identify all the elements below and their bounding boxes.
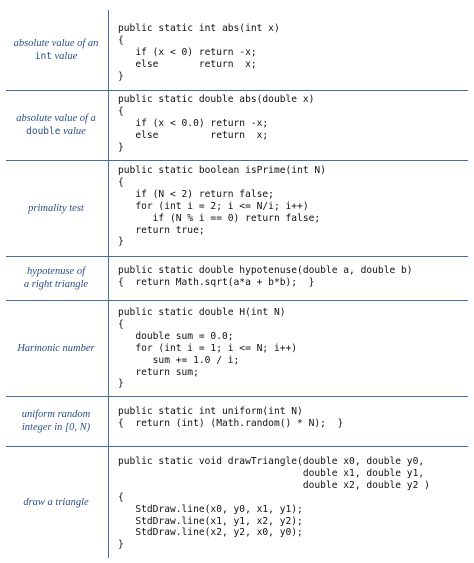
label-line [16,112,96,125]
code-line: if (N < 2) return false; [118,188,274,200]
label-line [27,265,85,278]
code-line: StdDraw.line(x2, y2, x0, y0); [118,527,303,539]
label-line [23,496,88,509]
row-description [6,446,106,558]
row-description [6,300,106,396]
row-description [6,256,106,300]
code-line: return true; [118,224,205,236]
code-line: else return x; [118,58,257,70]
code-line: public static boolean isPrime(int N) [118,165,326,176]
code-line: double sum = 0.0; [118,330,234,342]
label-text: value [51,51,78,62]
code-line: } [118,70,124,82]
code-line: if (x < 0.0) return -x; [118,117,269,129]
code-line: { [118,34,124,46]
code-line: public static double H(int N) [118,307,286,318]
code-line: for (int i = 2; i <= N/i; i++) [118,200,309,212]
code-line: double x1, double y1, [118,467,425,479]
code-line: { [118,105,124,117]
code-block [118,94,314,154]
code-block [118,307,297,390]
code-block [118,406,343,430]
row-description [6,396,106,446]
table-row [0,10,474,90]
label-text: draw a triangle [23,496,89,508]
row-description [6,160,106,256]
label-text: primality test [28,202,84,214]
label-line [17,342,94,355]
code-line: return sum; [118,366,199,378]
code-line: StdDraw.line(x0, y0, x1, y1); [118,503,303,515]
code-block [118,23,280,83]
table-row [0,256,474,300]
code-line: } [118,236,124,248]
label-text: uniform random [21,409,91,420]
label-text: hypotenuse of [26,266,86,277]
code-line: sum += 1.0 / i; [118,354,240,366]
code-line: } [118,539,124,551]
label-line [35,50,78,63]
label-text: Harmonic number [17,342,95,354]
label-line [22,408,91,421]
code-line: StdDraw.line(x1, y1, x2, y2); [118,515,303,527]
label-text: absolute value of a [16,113,96,124]
code-line: else return x; [118,129,269,141]
code-line: public static double abs(double x) [118,94,315,105]
code-line: { return (int) (Math.random() * N); } [118,417,344,429]
code-line: if (x < 0) return -x; [118,46,257,58]
label-line [24,278,88,291]
label-text: value [60,126,86,137]
table-row [0,160,474,256]
code-block [118,265,413,289]
code-block [118,456,430,551]
code-line: { [118,318,124,330]
label-line [26,125,86,138]
label-text: a right triangle [23,279,89,290]
label-text: absolute value of an [13,38,99,49]
label-line [14,37,99,50]
label-code-term: double [26,126,61,137]
code-line: double x2, double y2 ) [118,479,430,491]
table-row [0,300,474,396]
code-line: { [118,176,124,188]
label-line [28,202,84,215]
label-code-term: int [34,51,52,62]
table-row [0,396,474,446]
label-line [22,421,90,434]
code-line: { [118,491,124,503]
row-description [6,10,106,90]
code-line: public static int abs(int x) [118,23,280,34]
table-row [0,90,474,160]
code-line: for (int i = 1; i <= N; i++) [118,342,298,354]
code-line: if (N % i == 0) return false; [118,212,321,224]
code-line: public static double hypotenuse(double a, double b) [118,265,413,276]
code-line: { return Math.sqrt(a*a + b*b); } [118,276,315,288]
code-line: public static int uniform(int N) [118,406,303,417]
code-line: } [118,141,124,153]
label-text: integer in [0, N) [21,422,91,433]
code-line: } [118,378,124,390]
code-line: public static void drawTriangle(double x0, double y0, [118,456,425,467]
code-block [118,165,326,248]
row-description [6,90,106,160]
table-row [0,446,474,558]
